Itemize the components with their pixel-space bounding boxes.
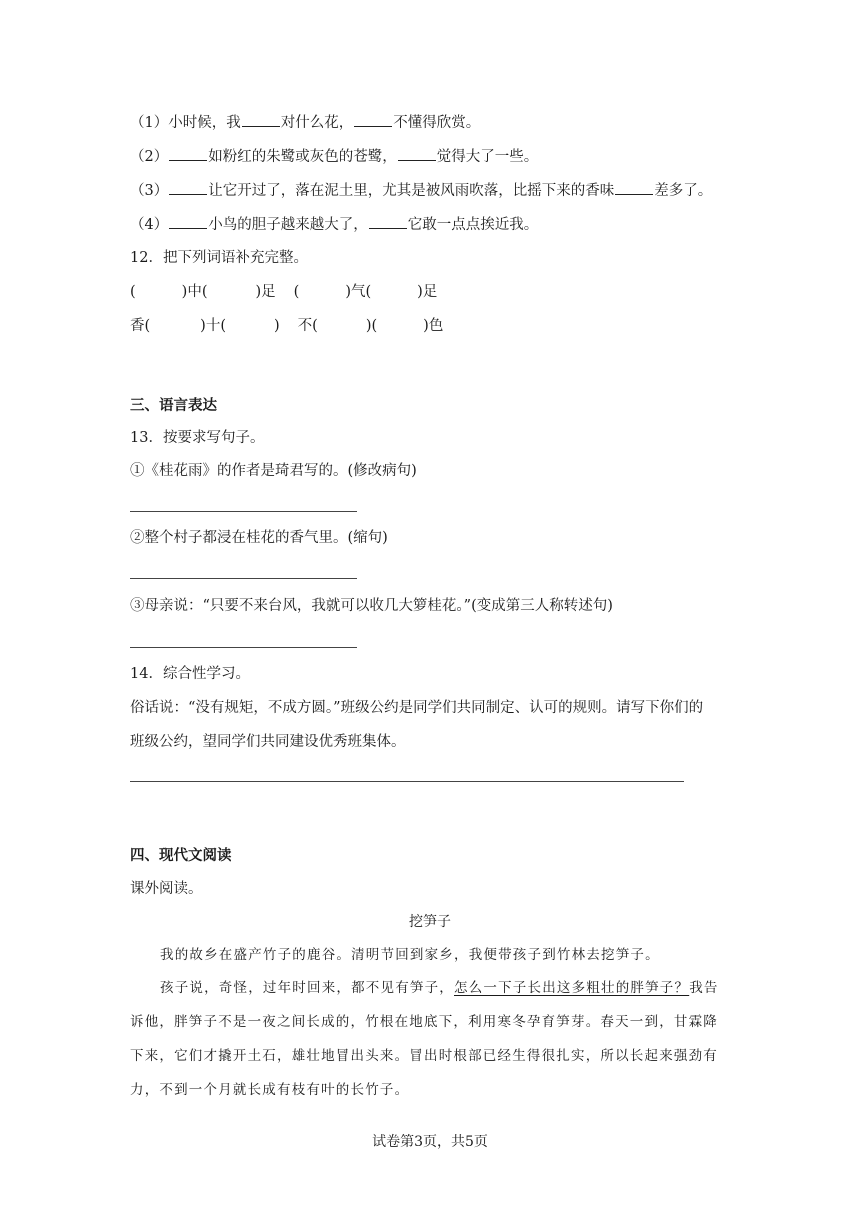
q11-item-2: （2） 如粉红的朱鹭或灰色的苍鹭， 觉得大了一些。 [130,146,538,167]
reading-para-1: 我的故乡在盛产竹子的鹿谷。清明节回到家乡，我便带孩子到竹林去挖笋子。 [160,947,660,963]
q13-sentence-2: ②整个村子都浸在桂花的香气里。(缩句) [130,530,388,546]
q12-title: 12．把下列词语补充完整。 [130,250,308,266]
q11-item-1: （1）小时候，我 对什么花， 不懂得欣赏。 [130,112,480,133]
reading-para-2-line-2: 诉他，胖笋子不是一夜之间长成的，竹根在地底下，利用寒冬孕育笋芽。春天一到，甘霖降 [130,1014,718,1030]
section-3-heading: 三、语言表达 [130,397,217,414]
underlined-sentence: 怎么一下子长出这多粗壮的胖笋子？ [454,980,690,996]
reading-intro: 课外阅读。 [130,881,203,897]
fill-blank[interactable] [169,180,207,195]
reading-title: 挖笋子 [409,914,451,930]
q13-sentence-1: ①《桂花雨》的作者是琦君写的。(修改病句) [130,463,417,479]
answer-line[interactable] [130,647,357,648]
reading-para-2-line-4: 力，不到一个月就长成有枝有叶的长竹子。 [130,1082,410,1098]
page-footer: 试卷第3页，共5页 [372,1134,488,1150]
answer-line[interactable] [130,781,684,782]
fill-blank[interactable] [615,180,653,195]
q11-item-3: （3） 让它开过了，落在泥土里，尤其是被风雨吹落，比摇下来的香味 差多了。 [130,180,712,201]
q12-row-2: 香( )十( ) 不( )( )色 [130,318,444,334]
fill-blank[interactable] [169,146,207,161]
fill-blank[interactable] [369,214,407,229]
answer-line[interactable] [130,578,357,579]
fill-blank[interactable] [169,214,207,229]
q12-row-1: ( )中( )足 ( )气( )足 [130,284,438,300]
q14-text-line-1: 俗话说：“没有规矩，不成方圆。”班级公约是同学们共同制定、认可的规则。请写下你们的 [130,700,704,716]
section-4-heading: 四、现代文阅读 [130,847,232,864]
q13-title: 13．按要求写句子。 [130,430,265,446]
q14-title: 14．综合性学习。 [130,666,250,682]
answer-line[interactable] [130,511,357,512]
q13-sentence-3: ③母亲说：“只要不来台风，我就可以收几大箩桂花。”(变成第三人称转述句) [130,598,613,614]
fill-blank[interactable] [242,112,280,127]
fill-blank[interactable] [354,112,392,127]
reading-para-2-line-1: 孩子说，奇怪，过年时回来，都不见有笋子，怎么一下子长出这多粗壮的胖笋子？我告 [160,980,719,996]
q11-item-4: （4） 小鸟的胆子越来越大了， 它敢一点点挨近我。 [130,214,538,235]
reading-para-2-line-3: 下来，它们才撬开土石，雄壮地冒出头来。冒出时根部已经生得很扎实，所以长起来强劲有 [130,1048,718,1064]
q14-text-line-2: 班级公约，望同学们共同建设优秀班集体。 [130,734,406,750]
fill-blank[interactable] [398,146,436,161]
